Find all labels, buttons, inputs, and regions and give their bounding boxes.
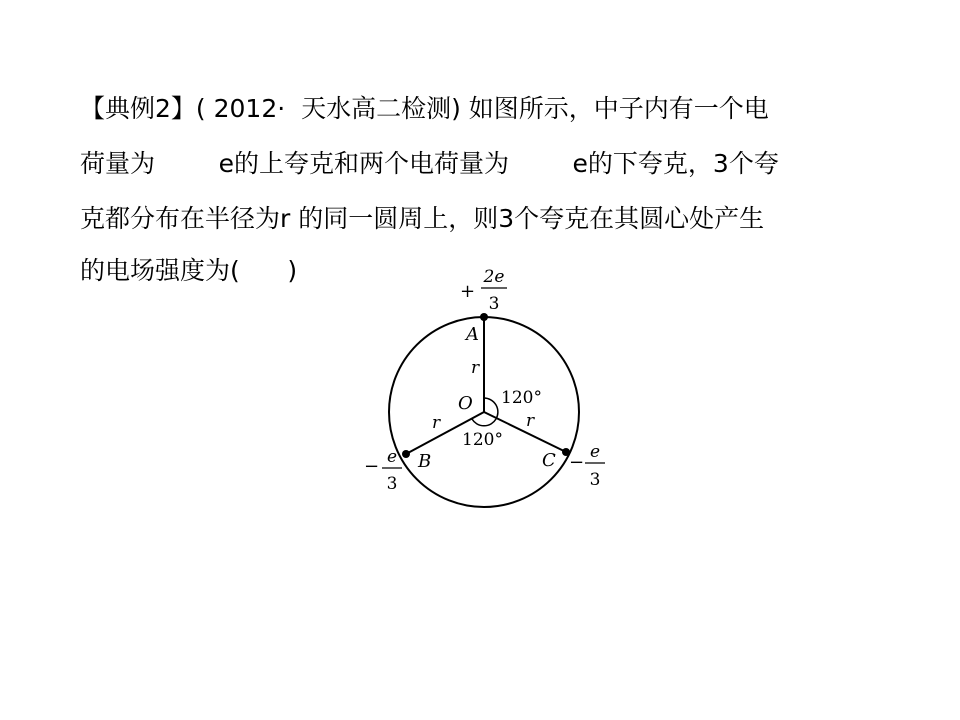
problem-text-line-4: 的电场强度为( ): [80, 256, 298, 285]
angle-arc-bottom: [472, 419, 496, 426]
charge-b-sign: −: [364, 456, 380, 477]
radius-label-c: r: [526, 411, 535, 431]
problem-text-line-2: 荷量为 e的上夸克和两个电荷量为 e的下夸克，3个夸: [80, 149, 779, 178]
radius-label-b: r: [432, 413, 441, 433]
label-b: B: [418, 451, 432, 472]
point-b-dot: [402, 450, 410, 458]
label-o: O: [458, 393, 473, 414]
charge-b-denominator: 3: [386, 474, 398, 494]
charge-a-denominator: 3: [488, 294, 500, 314]
charge-c-sign: −: [569, 452, 585, 473]
label-a: A: [466, 324, 479, 345]
charge-a-label: [460, 267, 507, 314]
label-c: C: [542, 450, 556, 471]
charge-a-sign: +: [460, 281, 476, 302]
charge-b-label: [364, 447, 402, 494]
problem-text-line-3: 克都分布在半径为r 的同一圆周上，则3个夸克在其圆心处产生: [80, 204, 765, 233]
charge-a-numerator: 2e: [483, 267, 505, 287]
radius-label-a: r: [471, 358, 480, 378]
charge-b-numerator: e: [386, 447, 398, 467]
angle-label-bottom: 120°: [462, 430, 503, 450]
point-a-dot: [480, 313, 488, 321]
charge-c-numerator: e: [589, 442, 601, 462]
angle-label-right: 120°: [501, 388, 542, 408]
charge-c-denominator: 3: [589, 470, 601, 490]
problem-text-line-1: 【典例2】( 2012· 天水高二检测) 如图所示，中子内有一个电: [80, 94, 769, 123]
charge-c-label: [569, 442, 605, 490]
